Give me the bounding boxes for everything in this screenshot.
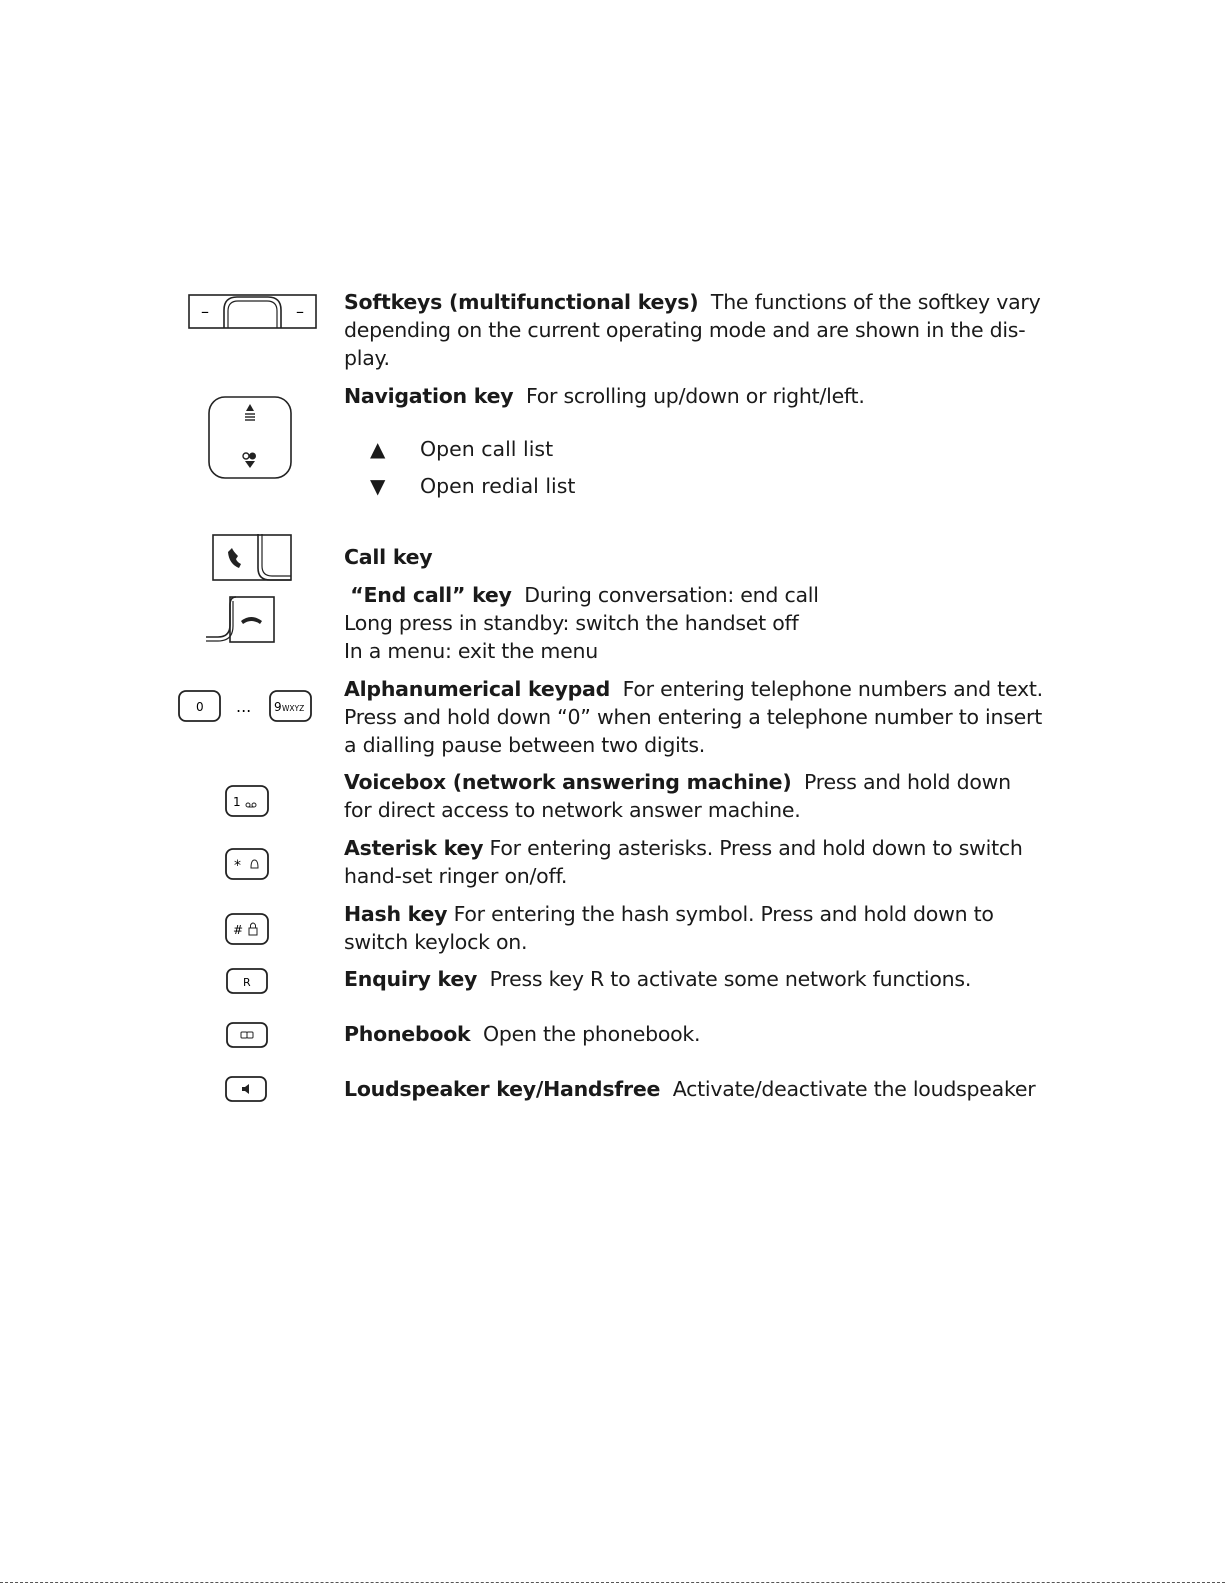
voicebox-key-icon [225,785,271,819]
ellipsis-glyph: ... [236,697,252,716]
keypad-icon [178,690,318,724]
voicebox-entry [344,769,1044,825]
loudspeaker-text: Activate/deactivate the loudspeaker [672,1077,1036,1101]
key-one-glyph: 1 [233,795,241,809]
end-call-title: “End call” key [350,583,512,607]
key-star-glyph: * [234,858,241,874]
hash-title: Hash key [344,902,448,926]
softkeys-icon [188,292,318,330]
enquiry-text: Press key R to activate some network functions. [489,967,972,991]
navigation-item-label: Open redial list [420,474,576,498]
navigation-title: Navigation key [344,384,514,408]
softkeys-title: Softkeys (multifunctional keys) [344,290,699,314]
loudspeaker-entry [344,1076,1044,1104]
key-nine-letters-glyph: WXYZ [282,704,305,713]
softkey-left-glyph: – [201,302,209,321]
up-arrow-icon: ▲ [370,437,386,461]
keypad-entry [344,676,1044,759]
keypad-title: Alphanumerical keypad [344,677,611,701]
enquiry-entry [344,966,1044,994]
hash-text: For entering the hash symbol. Press and hold down to switch keylock on. [344,902,994,954]
softkey-right-glyph: – [296,302,304,321]
key-nine-glyph: 9 [274,700,282,714]
call-key-icon [212,534,292,584]
asterisk-text: For entering asterisks. Press and hold down to switch hand-set ringer on/off. [344,836,1023,888]
phonebook-key-icon [226,1022,270,1050]
end-call-key-icon [206,595,276,647]
navigation-item-label: Open call list [420,437,554,461]
loudspeaker-key-icon [225,1076,269,1104]
softkeys-entry [344,289,1044,372]
key-zero-glyph: 0 [196,700,204,714]
end-call-line2: Long press in standby: switch the handset off [344,610,799,635]
asterisk-title: Asterisk key [344,836,484,860]
voicebox-title: Voicebox (network answering machine) [344,770,792,794]
asterisk-entry [344,835,1044,891]
end-call-entry [344,582,1044,665]
end-call-text: During conversation: end call [524,583,819,607]
down-arrow-icon: ▼ [370,474,386,498]
key-r-glyph: R [243,976,251,989]
loudspeaker-title: Loudspeaker key/Handsfree [344,1077,661,1101]
phonebook-text: Open the phonebook. [482,1022,701,1046]
asterisk-key-icon [225,848,271,882]
end-call-line3: In a menu: exit the menu [344,638,598,663]
phonebook-title: Phonebook [344,1022,471,1046]
hash-entry [344,901,1044,957]
voicebox-text: Press and hold down for direct access to network answer machine. [344,770,1011,822]
navigation-key-icon [208,396,292,480]
call-key-title: Call key [344,545,433,569]
navigation-text: For scrolling up/down or right/left. [525,384,865,408]
softkeys-text: The functions of the softkey vary depending on the current operating mode and are shown in the dis-play. [344,290,1041,370]
phonebook-entry [344,1021,1044,1049]
keypad-text: For entering telephone numbers and text. Press and hold down “0” when entering a telephone number to insert a dialling pause between two digits. [344,677,1043,757]
enquiry-title: Enquiry key [344,967,478,991]
navigation-entry [344,383,1044,411]
key-hash-glyph: # [233,923,244,937]
hash-key-icon [225,913,271,947]
call-key-entry [344,544,1044,572]
footer-dotted-line [0,1582,1225,1583]
enquiry-key-icon [226,968,270,996]
